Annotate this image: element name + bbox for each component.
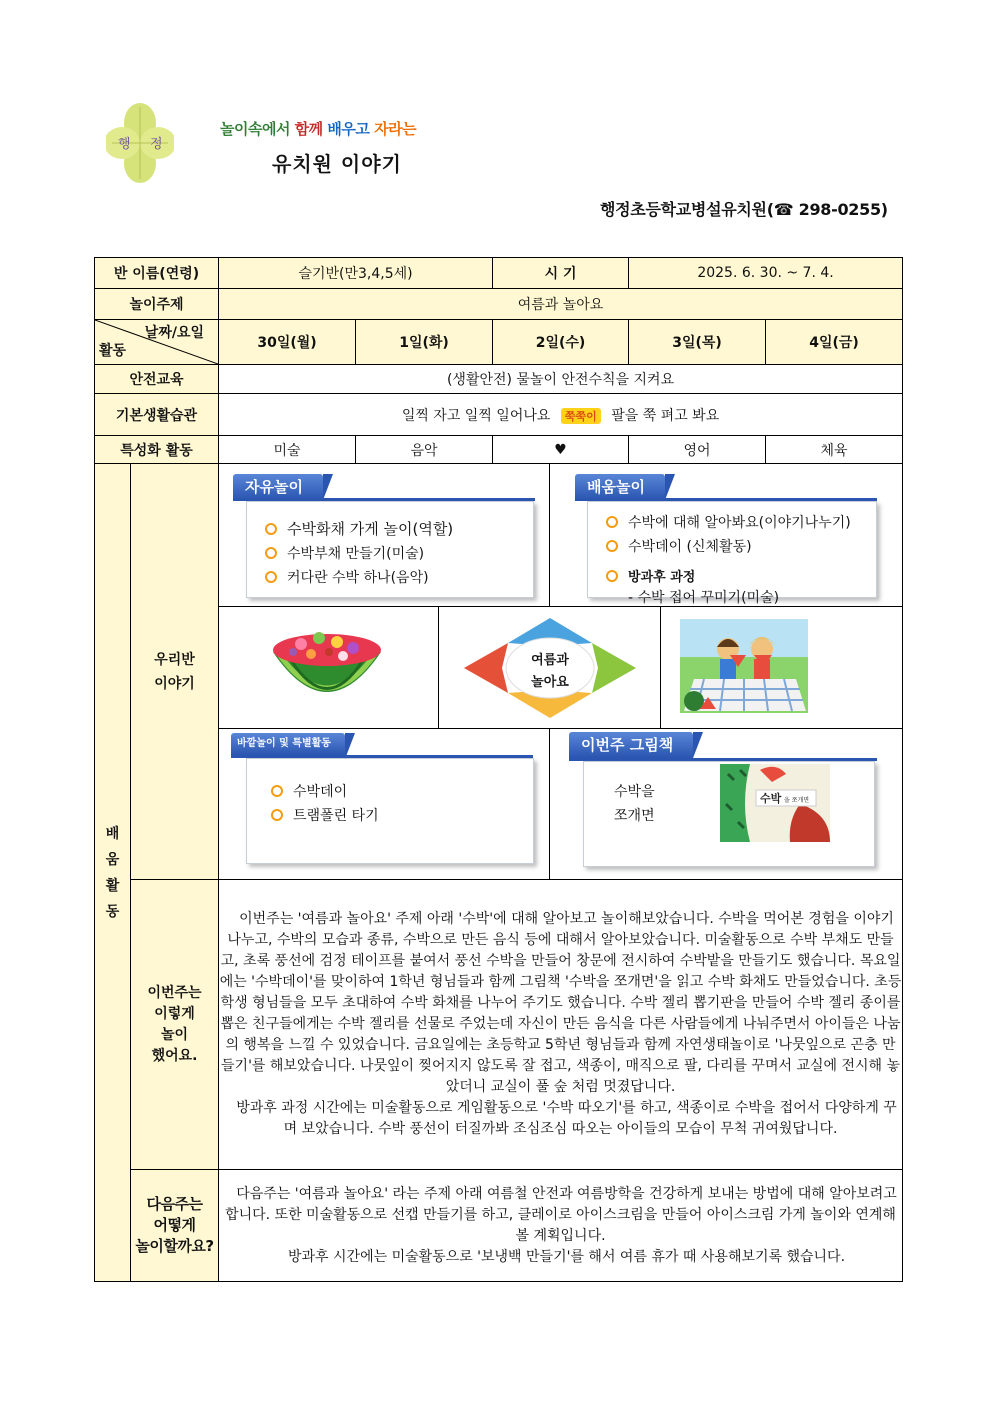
outdoor-play-item: 트램폴린 타기: [271, 805, 533, 825]
safety-value: (생활안전) 물놀이 안전수칙을 지켜요: [219, 365, 903, 394]
bullet-icon: [265, 523, 277, 535]
book-cover-subtitle: 을 쪼개면: [784, 797, 810, 804]
theme-label: 놀이주제: [95, 289, 219, 320]
free-play-card: [246, 501, 534, 598]
learning-play-tag: 배움놀이: [575, 474, 665, 500]
weekly-plan-table: [94, 257, 903, 1282]
picture-book-tag: 이번주 그림책: [569, 732, 693, 758]
bullet-icon: [265, 571, 277, 583]
this-week-text: [219, 880, 903, 1170]
picture-book-card: [583, 761, 875, 867]
this-week-label: 이번주는 이렇게 놀이 했어요.: [131, 880, 219, 1170]
next-week-paragraph-1: 다음주는 '여름과 놀아요' 라는 주제 아래 여름철 안전과 여름방학을 건강하게 보내는 방법에 대해 알아보려고 합니다. 또한 미술활동으로 선캡 만들기를 하고, 클레이로 아이스크림을 만들어 아이스크림 가게 놀이와 연계해 볼 계획입니다.: [225, 1185, 897, 1244]
habit-text-left: 일찍 자고 일찍 일어나요: [401, 407, 551, 424]
day-thu: 3일(목): [629, 320, 766, 365]
learning-play-card: [587, 501, 877, 606]
day-fri: 4일(금): [766, 320, 903, 365]
special-fri: 체육: [766, 436, 903, 464]
bullet-icon: [265, 547, 277, 559]
slogan-part-1: 놀이속에서: [220, 120, 295, 138]
watermelon-bowl-image: [271, 622, 383, 716]
learning-play-item: 방과후 과정: [606, 566, 876, 585]
book-title-line-1: 수박을: [614, 784, 655, 800]
habit-value: [219, 394, 903, 436]
class-name-value: 슬기반(만3,4,5세): [219, 258, 493, 289]
learning-play-subitem: - 수박 접어 꾸미기(미술): [628, 590, 780, 606]
bullet-icon: [271, 809, 283, 821]
logo-text-right: 정: [150, 137, 163, 152]
period-value: 2025. 6. 30. ~ 7. 4.: [629, 258, 903, 289]
our-class-story-label: 우리반 이야기: [131, 464, 219, 880]
day-wed: 2일(수): [493, 320, 629, 365]
learning-play-item: 수박데이 (신체활동): [606, 536, 876, 556]
learning-activity-label: [95, 464, 131, 1282]
special-mon: 미술: [219, 436, 356, 464]
slogan: [220, 118, 416, 139]
learning-play-item: 수박에 대해 알아봐요(이야기나누기): [606, 512, 876, 532]
diamond-line-1: 여름과: [531, 653, 569, 668]
slogan-part-2: 함께: [294, 120, 328, 138]
this-week-paragraph-1: 이번주는 '여름과 놀아요' 주제 아래 '수박'에 대해 알아보고 놀이해보았습니다. 수박을 먹어본 경험을 이야기 나누고, 수박의 모습과 종류, 수박으로 만든 음식 등에 대해서 알아보았습니다. 미술활동으로 수박 부채도 만들고, 초록 풍선에 검정 테이프를 붙여서 풍선 수박을 만들어 창문에 전시하여 수박밭을 만들기도 했습니다. 목요일에는 '수박데이'를 맞이하여 1학년 형님들과 함께 그림책 '수박을 쪼개면'을 읽고 수박 화채도 만들었습니다. 초등학생 형님들을 모두 초대하여 수박 화채를 나누어 주기도 했습니다. 수박 젤리 뽑기판을 만들어 수박 젤리 종이를 뽑은 친구들에게는 수박 젤리를 선물로 주었는데 자신이 만든 음식을 다른 사람들에게 나눠주면서 아이들은 나눔의 행복을 느낄 수 있었습니다. 금요일에는 초등학교 5학년 형님들과 함께 자연생태놀이로 '나뭇잎으로 곤충 만들기'를 해보았습니다. 나뭇잎이 찢어지지 않도록 잘 접고, 색종이, 매직으로 팔, 다리를 꾸며서 교실에 전시해 놓았더니 교실이 풀 숲 처럼 멋졌답니다.: [219, 911, 902, 1095]
slogan-part-3: 배우고: [327, 120, 375, 138]
book-cover-image: [720, 764, 830, 846]
school-name: 행정초등학교병설유치원(☎ 298-0255): [600, 200, 888, 219]
free-play-tag: 자유놀이: [233, 474, 323, 500]
activity-panels: [219, 464, 903, 880]
theme-value: 여름과 놀아요: [219, 289, 903, 320]
special-tue: 음악: [356, 436, 493, 464]
bullet-icon: [271, 785, 283, 797]
special-label: 특성화 활동: [95, 436, 219, 464]
theme-diamond: [462, 616, 638, 724]
bullet-icon: [606, 540, 618, 552]
bullet-icon: [606, 570, 618, 582]
slogan-part-4: 자라는: [374, 120, 417, 138]
habit-badge: 쭉쭉이: [561, 408, 601, 424]
next-week-paragraph-2: 방과후 시간에는 미술활동으로 '보냉백 만들기'를 해서 여름 휴가 때 사용해보기록 했습니다.: [288, 1248, 846, 1265]
learning-char-4: 동: [105, 903, 120, 920]
free-play-item: 수박부채 만들기(미술): [265, 543, 533, 563]
next-week-text: [219, 1170, 903, 1282]
learning-char-3: 활: [105, 877, 120, 894]
logo-text-left: 행: [118, 137, 131, 152]
learning-char-2: 움: [105, 851, 120, 868]
date-activity-header: [95, 320, 219, 365]
free-play-item: 수박화채 가게 놀이(역할): [265, 518, 533, 539]
activity-label: 활동: [99, 343, 127, 359]
book-cover-title: 수박: [760, 792, 782, 805]
outdoor-play-item: 수박데이: [271, 781, 533, 801]
outdoor-play-card: [246, 758, 534, 864]
day-tue: 1일(화): [356, 320, 493, 365]
diamond-line-2: 놀아요: [531, 675, 569, 690]
habit-label: 기본생활습관: [95, 394, 219, 436]
next-week-label: 다음주는 어떻게 놀이할까요?: [131, 1170, 219, 1282]
date-day-label: 날짜/요일: [144, 325, 205, 341]
book-title-line-2: 쪼개면: [614, 808, 655, 824]
habit-text-right: 팔을 쭉 펴고 봐요: [611, 407, 720, 424]
day-mon: 30일(월): [219, 320, 356, 365]
special-thu: 영어: [629, 436, 766, 464]
special-wed: ♥: [493, 436, 629, 464]
outdoor-play-tag: 바깥놀이 및 특별활동: [231, 733, 345, 755]
learning-char-1: 배: [105, 825, 120, 842]
this-week-paragraph-2: 방과후 과정 시간에는 미술활동으로 게임활동으로 '수박 따오기'를 하고, 색종이로 수박을 접어서 다양하게 꾸며 보았습니다. 수박 풍선이 터질까봐 조심조심 따오는 아이들의 모습이 무척 귀여웠답니다.: [236, 1100, 897, 1137]
free-play-item: 커다란 수박 하나(음악): [265, 567, 533, 587]
kids-watermelon-image: [680, 619, 808, 717]
page-title: 유치원 이야기: [272, 152, 402, 176]
period-label: 시 기: [493, 258, 629, 289]
class-name-label: 반 이름(연령): [95, 258, 219, 289]
school-logo: [106, 103, 174, 183]
safety-label: 안전교육: [95, 365, 219, 394]
bullet-icon: [606, 516, 618, 528]
